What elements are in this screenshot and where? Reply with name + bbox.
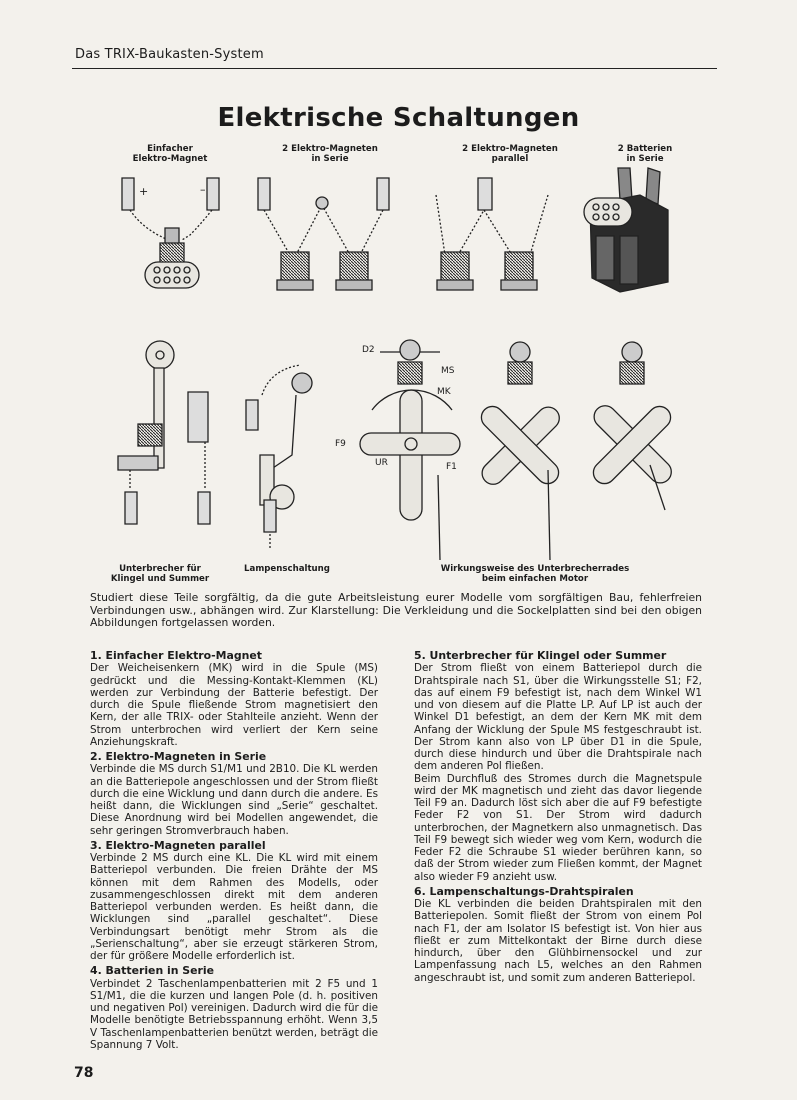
section-heading: 1. Einfacher Elektro-Magnet bbox=[90, 649, 262, 662]
section-text: Der Strom fließt von einem Batteriepol durch die Drahtspirale nach S1, über die Wirkungsstelle S1; F2, das auf einem F9 befestigt ist, nach dem Winkel W1 und von diesem auf die Platte LP. Auf LP ist auch der Winkel D1 befestigt, an dem der Kern MK mit dem Anfang der Wicklung der Spule MS festgeschraubt ist. Der Strom kann also von LP über D1 in die Spule, durch diese hindurch und über die Drahtspirale nach dem anderen Pol fließen. bbox=[414, 662, 702, 773]
intro-paragraph: Studiert diese Teile sorgfältig, da die gute Arbeitsleistung eurer Modelle vom sorgfältigen Bau, fehlerfreien Verbindungen usw., abhängen wird. Zur Klarstellung: Die Verkleidung und die Sockelplatten sind bei den obigen Abbildungen fortgelassen worden. bbox=[90, 591, 702, 630]
caption-line: Klingel und Summer bbox=[110, 574, 210, 584]
section-text: Verbinde 2 MS durch eine KL. Die KL wird mit einem Batteriepol verbunden. Die freien Drähte der MS können mit dem Rahmen des Modells, oder zusammengeschlossen direkt mit dem anderen Batteriepol verbunden werden. Es heißt dann, die Wicklungen sind „parallel geschaltet“. Diese Verbindungsart benötigt mehr Strom als die „Serienschaltung“, aber sie erzeugt stärkeren Strom, der für größere Modelle erforderlich ist. bbox=[90, 852, 378, 962]
f1-label: F1 bbox=[446, 462, 457, 472]
batteries-figure bbox=[584, 168, 668, 292]
caption-line: Lampenschaltung bbox=[244, 564, 330, 574]
ms-label: MS bbox=[441, 366, 455, 376]
section-text: Verbinde die MS durch S1/M1 und 2B10. Die KL werden an die Batteriepole angeschlossen und der Strom fließt durch die eine Wicklung und dann durch die andere. Es heißt dann, die Wicklungen sind „Serie“ geschaltet. Diese Anordnung wird bei Modellen angewendet, die sehr geringen Stromverbrauch haben. bbox=[90, 763, 378, 837]
d2-label: D2 bbox=[362, 345, 375, 355]
running-title: Das TRIX-Baukasten-System bbox=[75, 47, 264, 62]
f9-label: F9 bbox=[335, 439, 346, 449]
section-heading: 4. Batterien in Serie bbox=[90, 964, 214, 978]
caption-line: 2 Batterien bbox=[617, 144, 673, 154]
mk-label: MK bbox=[437, 387, 451, 397]
caption-line: Einfacher bbox=[147, 144, 193, 154]
caption-line: Wirkungsweise des Unterbrecherrades bbox=[440, 564, 630, 574]
ur-label: UR bbox=[375, 458, 388, 468]
interrupter-figure bbox=[118, 341, 210, 524]
text-column-right bbox=[414, 647, 702, 984]
caption-line: Unterbrecher für bbox=[119, 564, 201, 574]
parallel-magnets-figure bbox=[436, 178, 548, 290]
caption-line: 2 Elektro-Magneten bbox=[282, 144, 378, 154]
motor-wheel-figure bbox=[360, 340, 703, 560]
section-text: Die KL verbinden die beiden Drahtspiralen mit den Batteriepolen. Somit fließt der Strom von einem Pol nach F1, der am Isolator IS befestigt ist. Von hier aus fließt er zum Mittelkontakt der Birne durch diese hindurch, über den Glühbirnensockel und zur Lampenfassung nach L5, welches an den Rahmen angeschraubt ist, und somit zum anderen Batteriepol. bbox=[414, 898, 702, 984]
series-magnets-figure bbox=[258, 178, 389, 290]
lamp-circuit-figure bbox=[246, 365, 312, 548]
section-heading: 6. Lampenschaltungs-Drahtspiralen bbox=[414, 884, 634, 898]
minus-label: – bbox=[200, 183, 206, 196]
section-text: Verbindet 2 Taschenlampenbatterien mit 2 F5 und 1 S1/M1, die die kurzen und langen Pole (d. h. positiven und negativen Pol) vereinigen. Dadurch wird die für die Modelle benötigte Betriebsspannung erhöht. Wenn 3,5 V Taschenlampenbatterien benützt werden, beträgt die Spannung 7 Volt. bbox=[90, 977, 378, 1051]
section-text: Der Weicheisenkern (MK) wird in die Spule (MS) gedrückt und die Messing-Kontakt-Klemmen (KL) werden zur Verbindung der Batterie befestigt. Der durch die Spule fließende Strom magnetisiert den Kern, der alle TRIX- oder Stahlteile anzieht. Wenn der Strom unterbrochen wird verliert der Kern seine Anziehungskraft. bbox=[90, 662, 378, 748]
caption-line: in Serie bbox=[626, 154, 664, 164]
caption-line: Elektro-Magnet bbox=[132, 154, 208, 164]
text-column-left bbox=[90, 647, 378, 1051]
section-heading: 2. Elektro-Magneten in Serie bbox=[90, 750, 267, 763]
caption-line: parallel bbox=[491, 154, 529, 164]
page-number: 78 bbox=[74, 1065, 94, 1081]
page-title: Elektrische Schaltungen bbox=[217, 103, 580, 133]
section-text: Beim Durchfluß des Stromes durch die Magnetspule wird der MK magnetisch und zieht das davor liegende Teil F9 an. Dadurch löst sich aber die auf F9 befestigte Feder F2 von S1. Der Strom wird dadurch unterbrochen, der Magnetkern also unmagnetisch. Das Teil F9 bewegt sich wieder weg vom Kern, wodurch die Feder F2 die Schraube S1 wieder berühren kann, so daß der Strom wieder zum Fließen kommt, der Magnet also wieder F9 anzieht usw. bbox=[414, 772, 702, 883]
section-heading: 5. Unterbrecher für Klingel oder Summer bbox=[414, 649, 667, 662]
caption-line: in Serie bbox=[311, 154, 349, 164]
caption-line: 2 Elektro-Magneten bbox=[462, 144, 558, 154]
plus-label: + bbox=[139, 185, 149, 198]
section-heading: 3. Elektro-Magneten parallel bbox=[90, 838, 266, 852]
caption-line: beim einfachen Motor bbox=[481, 574, 589, 584]
